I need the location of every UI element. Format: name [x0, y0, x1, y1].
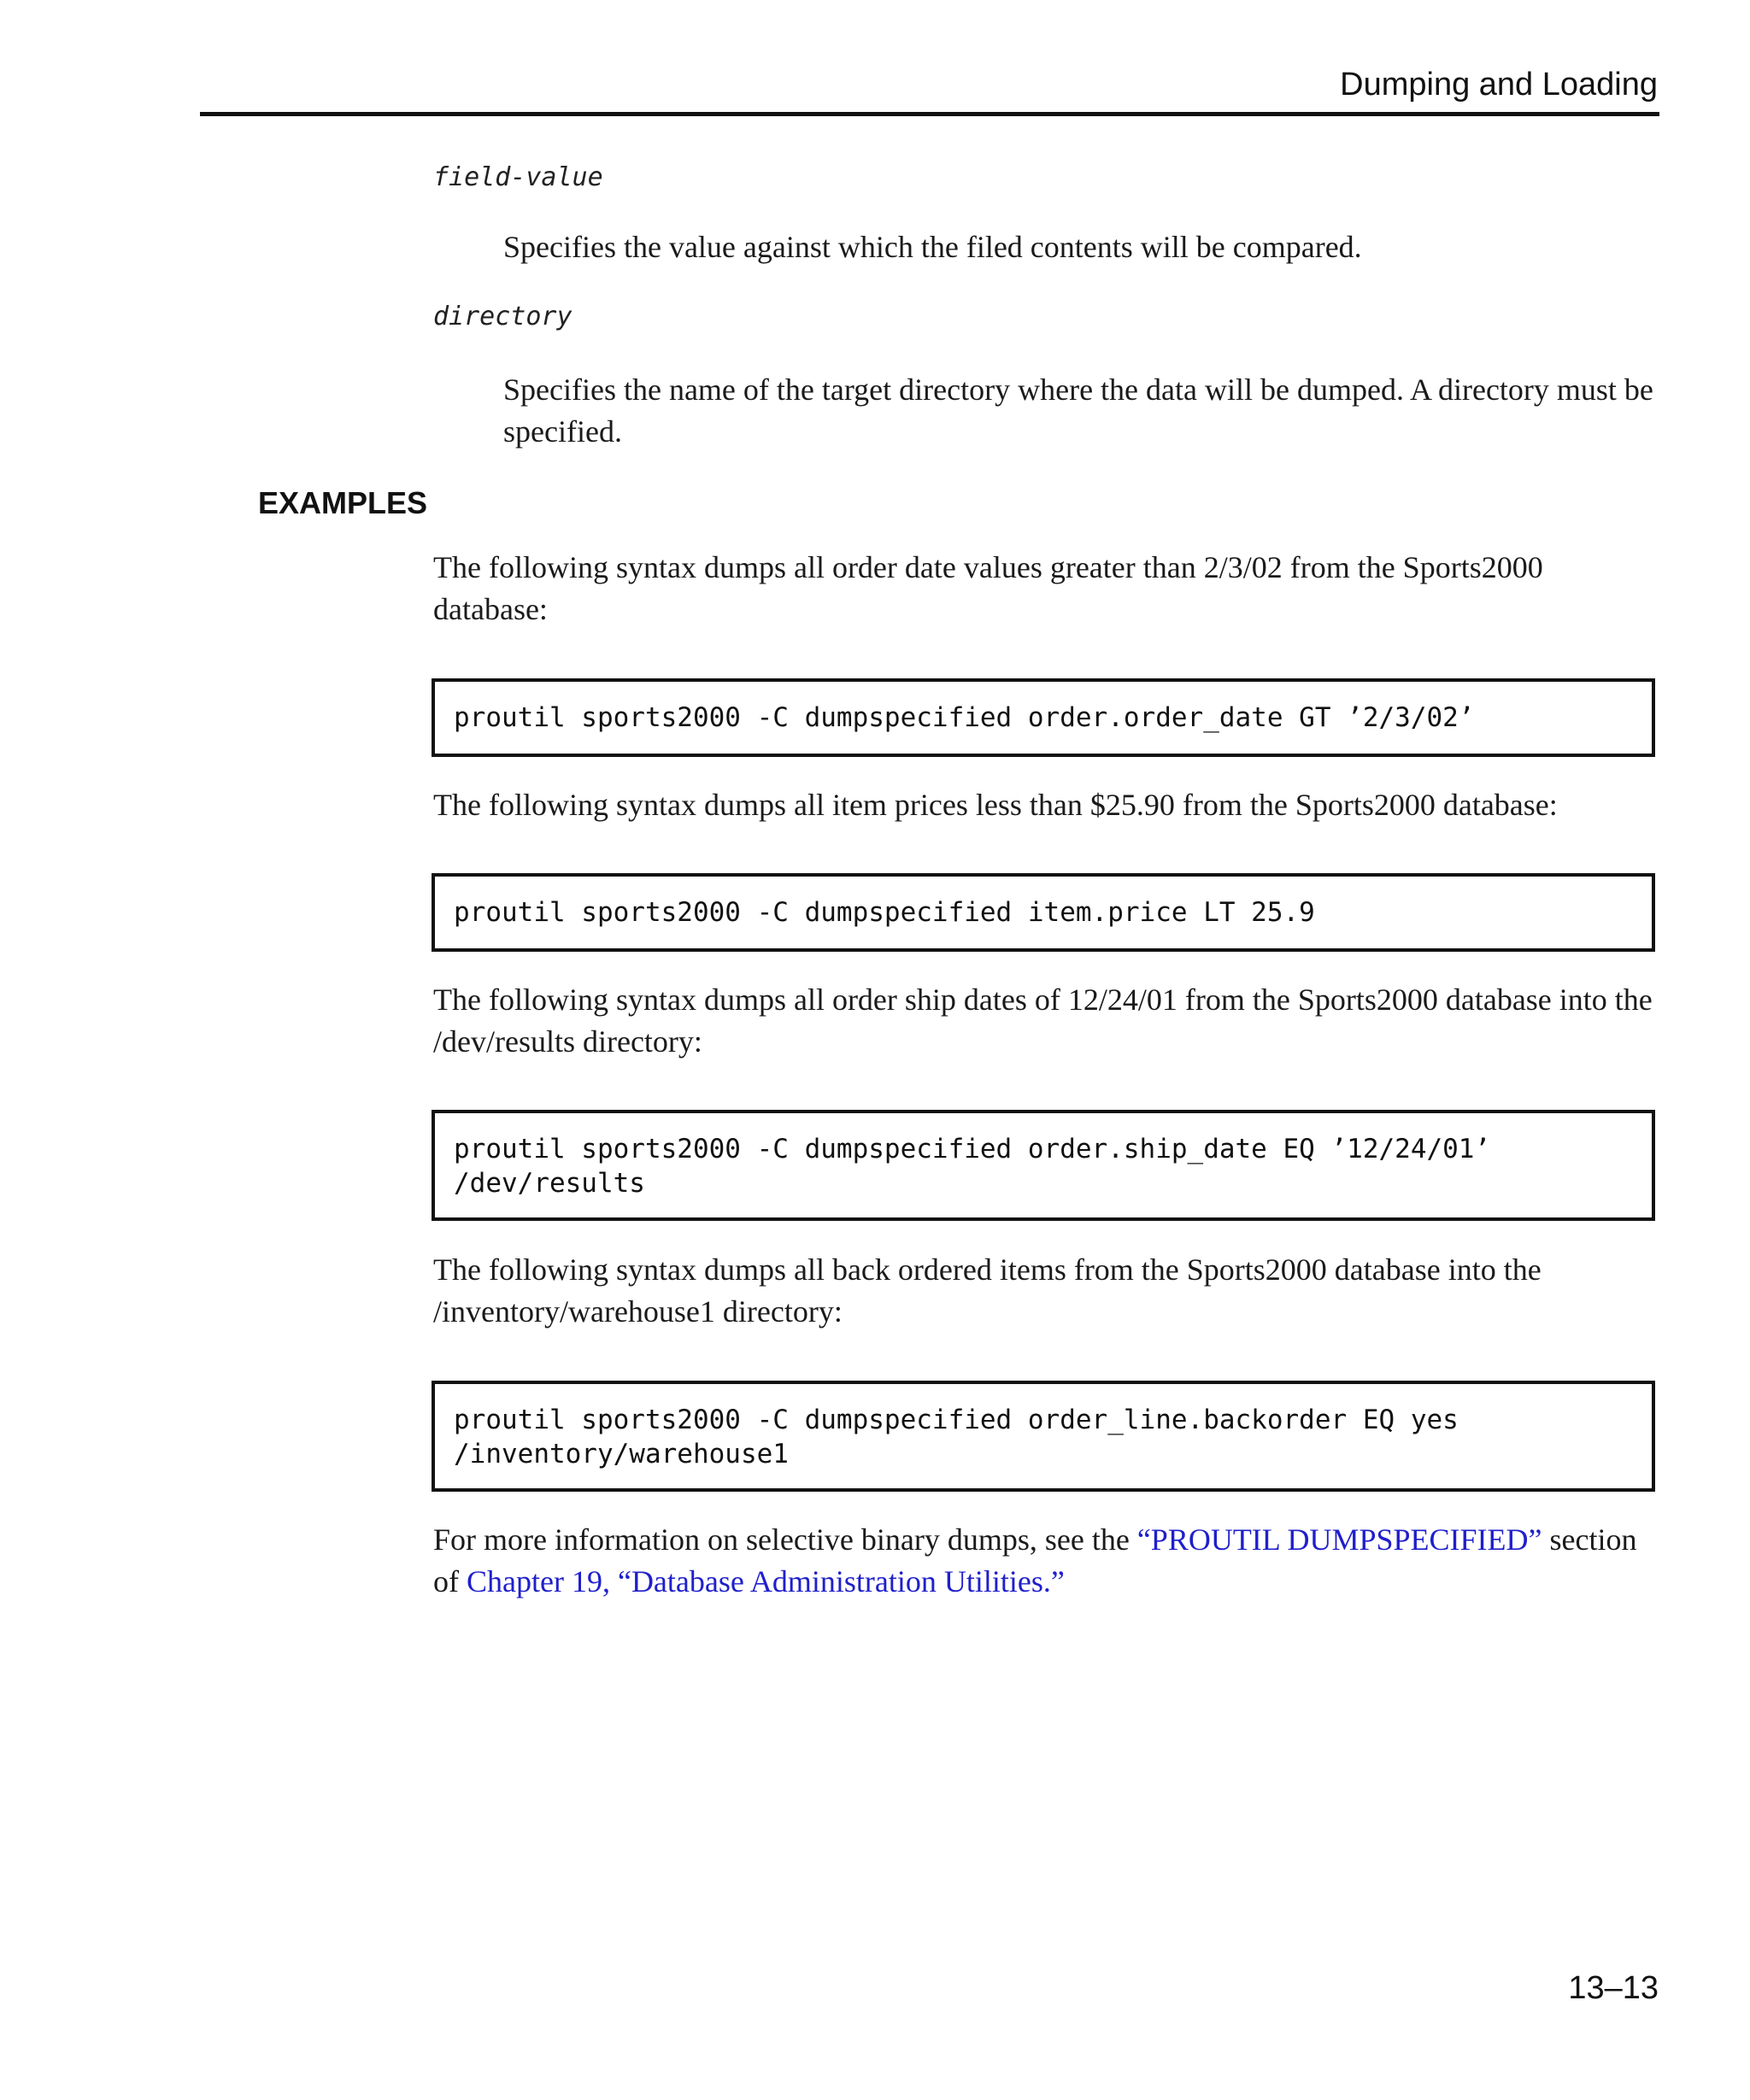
code-line: proutil sports2000 -C dumpspecified order.order_date GT ’2/3/02’ — [454, 702, 1475, 733]
example-2-intro: The following syntax dumps all item prices less than $25.90 from the Sports2000 database: — [433, 788, 1558, 822]
examples-heading: EXAMPLES — [258, 485, 428, 520]
example-3-intro: The following syntax dumps all order ship dates of 12/24/01 from the Sports2000 database into the /dev/results directory: — [433, 983, 1653, 1059]
example-4-intro: The following syntax dumps all back ordered items from the Sports2000 database into the /inventory/warehouse1 directory: — [433, 1252, 1542, 1329]
example-3-code-block — [432, 1110, 1655, 1221]
chapter-19-link[interactable]: Chapter 19, “Database Administration Utilities.” — [467, 1564, 1065, 1598]
parameter-term-field-value: field-value — [433, 162, 603, 192]
example-2-code-block — [432, 873, 1655, 952]
code-line: proutil sports2000 -C dumpspecified order_line.backorder EQ yes — [454, 1405, 1459, 1435]
parameter-description-directory: Specifies the name of the target directory where the data will be dumped. A directory must be specified. — [503, 372, 1653, 449]
more-info-text-2: section of — [433, 1522, 1637, 1598]
page-number: 13–13 — [1568, 1970, 1659, 2006]
example-1-intro: The following syntax dumps all order date values greater than 2/3/02 from the Sports2000 database: — [433, 550, 1543, 626]
more-info-text-1: For more information on selective binary dumps, see the — [433, 1522, 1137, 1557]
parameter-description-field-value: Specifies the value against which the filed contents will be compared. — [503, 230, 1362, 264]
code-line: /dev/results — [454, 1168, 645, 1199]
code-line: proutil sports2000 -C dumpspecified order.ship_date EQ ’12/24/01’ — [454, 1134, 1491, 1164]
code-line: proutil sports2000 -C dumpspecified item.price LT 25.9 — [454, 897, 1315, 928]
header-rule — [200, 112, 1659, 116]
proutil-dumpspecified-link[interactable]: “PROUTIL DUMPSPECIFIED” — [1136, 1522, 1542, 1557]
code-line: /inventory/warehouse1 — [454, 1439, 789, 1469]
example-1-code-block — [432, 678, 1655, 757]
running-header: Dumping and Loading — [1340, 67, 1658, 103]
parameter-term-directory: directory — [433, 302, 573, 331]
more-info-paragraph — [433, 1519, 1664, 1603]
example-4-code-block — [432, 1381, 1655, 1492]
